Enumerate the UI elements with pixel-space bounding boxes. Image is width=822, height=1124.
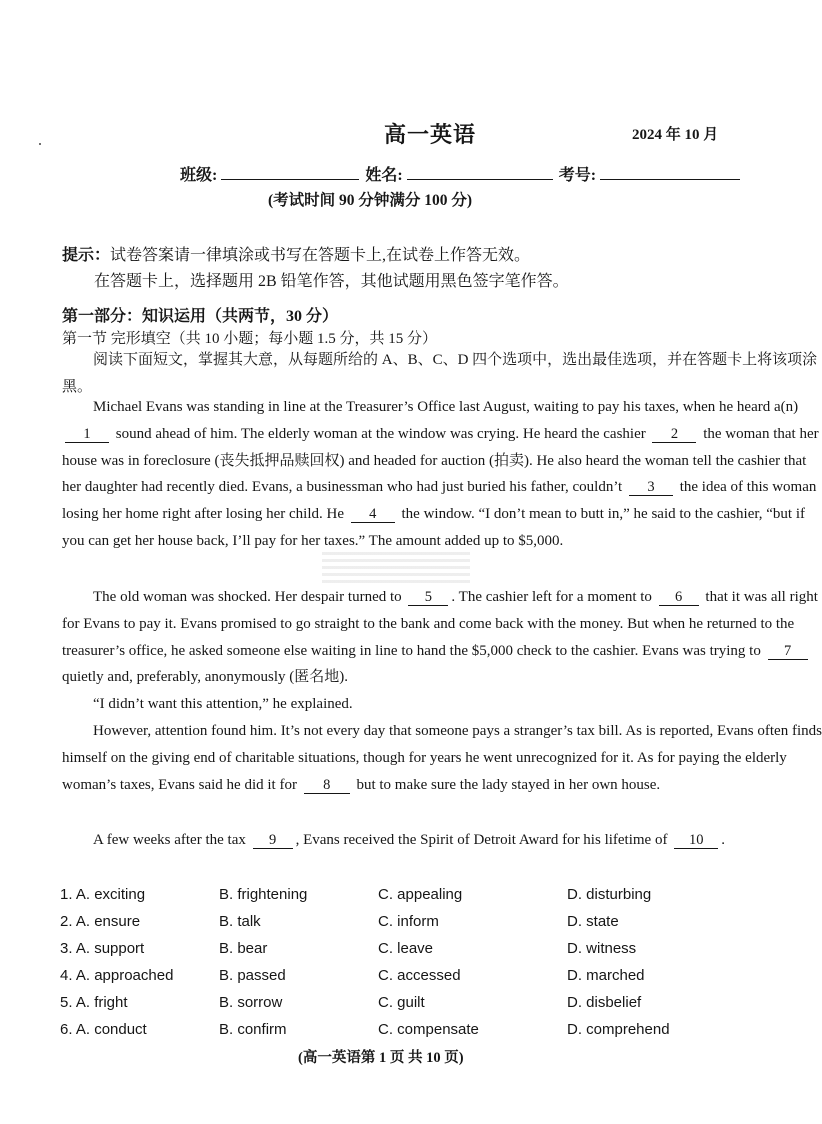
page-footer: (高一英语第 1 页 共 10 页) <box>298 1050 464 1066</box>
option-b[interactable]: B. passed <box>219 967 286 984</box>
passage-paragraph-2: The old woman was shocked. Her despair turned to 5 . The cashier left for a moment to 6 that it was all right for Evans to pay it. Evans promised to go straight to the bank and come back with the money. But when he returned to the treasurer’s office, he asked someone else waiting in line to hand the $5,000 check to the cashier. Evans was trying to 7 quietly and, preferably, anonymously (匿名地). <box>62 589 818 686</box>
option-d[interactable]: D. disbelief <box>567 994 642 1011</box>
option-d[interactable]: D. witness <box>567 940 637 957</box>
option-a[interactable]: 6. A. conduct <box>60 1021 147 1038</box>
option-a[interactable]: 1. A. exciting <box>60 886 146 903</box>
id-label: 考号: <box>558 167 597 184</box>
instructions: 阅读下面短文，掌握其大意，从每题所给的 A、B、C、D 四个选项中，选出最佳选项，并在答题卡上将该项涂黑。 <box>62 352 818 395</box>
id-field[interactable] <box>600 165 740 180</box>
option-a[interactable]: 2. A. ensure <box>60 913 141 930</box>
name-field[interactable] <box>407 165 553 180</box>
option-d[interactable]: D. comprehend <box>567 1021 670 1038</box>
option-a[interactable]: 5. A. fright <box>60 994 128 1011</box>
blank-7: 7 <box>768 643 808 660</box>
class-label: 班级: <box>180 167 218 184</box>
tip-line-2: 在答题卡上，选择题用 2B 铅笔作答，其他试题用黑色签字笔作答。 <box>94 273 569 290</box>
class-field[interactable] <box>221 165 359 180</box>
blank-6: 6 <box>659 589 699 606</box>
passage-paragraph-5: A few weeks after the tax 9 , Evans received the Spirit of Detroit Award for his lifetime of 10 . <box>93 832 725 848</box>
option-c[interactable]: C. appealing <box>378 886 463 903</box>
option-b[interactable]: B. bear <box>219 940 268 957</box>
option-b[interactable]: B. talk <box>219 913 261 930</box>
blank-8: 8 <box>304 777 350 794</box>
page-title: 高一英语 <box>384 122 477 147</box>
option-d[interactable]: D. marched <box>567 967 645 984</box>
blank-10: 10 <box>674 832 718 849</box>
passage-paragraph-1: Michael Evans was standing in line at the Treasurer’s Office last August, waiting to pay his taxes, when he heard a(n) 1 sound ahead of him. The elderly woman at the window was crying. He heard the cashier 2 the woman that her house was in foreclosure (丧失抵押品赎回权) and headed for auction (拍卖). He also heard the woman tell the cashier that her daughter had recently died. Evans, a businessman who had just buried his father, couldn’t 3 the idea of this woman losing her home right after losing her child. He 4 the window. “I don’t mean to butt in,” he said to the cashier, “but if you can get her house back, I’ll pay for her taxes.” The amount added up to $5,000. <box>62 399 819 549</box>
blank-1: 1 <box>65 426 109 443</box>
part-heading: 第一部分：知识运用（共两节，30 分） <box>62 308 339 325</box>
option-c[interactable]: C. leave <box>378 940 434 957</box>
blank-2: 2 <box>652 426 696 443</box>
section-heading: 第一节 完形填空（共 10 小题；每小题 1.5 分，共 15 分） <box>62 331 438 347</box>
option-c[interactable]: C. guilt <box>378 994 425 1011</box>
option-d[interactable]: D. state <box>567 913 619 930</box>
option-b[interactable]: B. confirm <box>219 1021 287 1038</box>
option-c[interactable]: C. compensate <box>378 1021 479 1038</box>
tip-line-1 <box>62 242 530 265</box>
option-c[interactable]: C. inform <box>378 913 439 930</box>
blank-4: 4 <box>351 506 395 523</box>
tip-label: 提示： <box>62 247 111 264</box>
option-b[interactable]: B. sorrow <box>219 994 283 1011</box>
option-a[interactable]: 3. A. support <box>60 940 145 957</box>
exam-date: 2024 年 10 月 <box>632 127 719 143</box>
blank-5: 5 <box>408 589 448 606</box>
option-b[interactable]: B. frightening <box>219 886 308 903</box>
tip-text-1: 试卷答案请一律填涂或书写在答题卡上,在试卷上作答无效。 <box>110 247 531 264</box>
option-a[interactable]: 4. A. approached <box>60 967 174 984</box>
blank-3: 3 <box>629 479 673 496</box>
passage-paragraph-3: “I didn’t want this attention,” he explained. <box>93 696 353 712</box>
name-label: 姓名: <box>365 167 403 184</box>
option-c[interactable]: C. accessed <box>378 967 461 984</box>
blank-9: 9 <box>253 832 293 849</box>
exam-time-note: (考试时间 90 分钟满分 100 分) <box>268 192 473 209</box>
scan-speck <box>39 143 41 145</box>
passage-paragraph-4: However, attention found him. It’s not every day that someone pays a stranger’s tax bill. As is reported, Evans often finds himself on the giving end of charitable situations, though for years he went unrecognized for it. As for paying the elderly woman’s taxes, Evans said he did it for 8 but to make sure the lady stayed in her own house. <box>62 723 822 793</box>
option-d[interactable]: D. disturbing <box>567 886 652 903</box>
student-info-row <box>180 162 740 185</box>
scan-smudge <box>322 552 470 586</box>
